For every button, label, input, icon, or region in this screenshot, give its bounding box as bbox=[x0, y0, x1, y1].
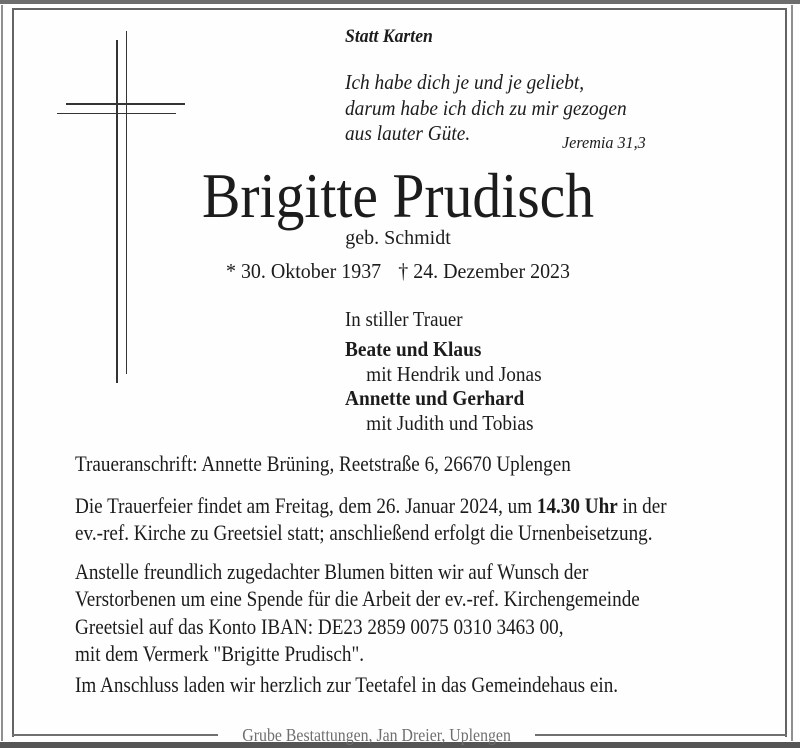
donation-line: Verstorbenen um eine Spende für die Arbeit der ev.-ref. Kirchengemeinde bbox=[75, 586, 640, 612]
quote-line: darum habe ich dich zu mir gezogen bbox=[345, 95, 627, 120]
cross-horizontal-line bbox=[66, 103, 185, 105]
address-line: Traueranschrift: Annette Brüning, Reetstraße 6, 26670 Uplengen bbox=[75, 451, 571, 476]
mourning-address-paragraph bbox=[75, 450, 754, 477]
quote-line: Ich habe dich je und je geliebt, bbox=[345, 70, 585, 94]
family-names: Beate und Klaus bbox=[345, 337, 482, 361]
family-children: mit Hendrik und Jonas bbox=[366, 361, 542, 386]
footer-rule-right bbox=[535, 734, 787, 736]
scripture-source: Jeremia 31,3 bbox=[562, 133, 646, 152]
service-info-paragraph bbox=[75, 492, 754, 547]
life-dates bbox=[113, 259, 683, 284]
cross-vertical-line bbox=[116, 40, 118, 383]
cross-horizontal-line bbox=[57, 113, 176, 115]
funeral-home-footer bbox=[12, 725, 787, 745]
donation-line: Greetsiel auf das Konto IBAN: DE23 2859 0075 0310 3463 00, bbox=[75, 613, 564, 639]
death-date: † 24. Dezember 2023 bbox=[398, 259, 570, 283]
service-text: in der bbox=[617, 493, 667, 518]
cross-vertical-line bbox=[126, 31, 128, 374]
donation-line: mit dem Vermerk "Brigitte Prudisch". bbox=[75, 640, 365, 666]
service-line bbox=[75, 492, 754, 519]
family-names: Annette und Gerhard bbox=[345, 386, 525, 411]
footer-rule-left bbox=[12, 734, 218, 736]
birth-date: * 30. Oktober 1937 bbox=[225, 259, 382, 283]
service-text: Die Trauerfeier findet am Freitag, dem 26. Januar 2024, um bbox=[75, 493, 537, 518]
deceased-name: Brigitte Prudisch bbox=[202, 160, 594, 231]
mourning-family-list bbox=[345, 337, 542, 435]
donation-paragraph bbox=[75, 558, 754, 667]
invitation-paragraph bbox=[75, 671, 754, 698]
right-column-rule bbox=[791, 5, 793, 741]
statt-karten-header: Statt Karten bbox=[345, 26, 433, 47]
donation-line: Anstelle freundlich zugedachter Blumen bitten wir auf Wunsch der bbox=[75, 559, 589, 584]
invitation-line: Im Anschluss laden wir herzlich zur Teetafel in das Gemeindehaus ein. bbox=[75, 672, 619, 697]
top-separator-bar bbox=[0, 0, 800, 4]
funeral-home-name: Grube Bestattungen, Jan Dreier, Uplengen bbox=[242, 724, 512, 745]
maiden-name: geb. Schmidt bbox=[345, 227, 451, 249]
service-line: ev.-ref. Kirche zu Greetsiel statt; anschließend erfolgt die Urnenbeisetzung. bbox=[75, 520, 653, 546]
mourning-intro: In stiller Trauer bbox=[345, 307, 463, 331]
left-column-rule bbox=[1, 5, 3, 741]
quote-line: aus lauter Güte. bbox=[345, 121, 471, 145]
service-time: 14.30 Uhr bbox=[536, 493, 618, 518]
family-children: mit Judith und Tobias bbox=[366, 410, 534, 435]
